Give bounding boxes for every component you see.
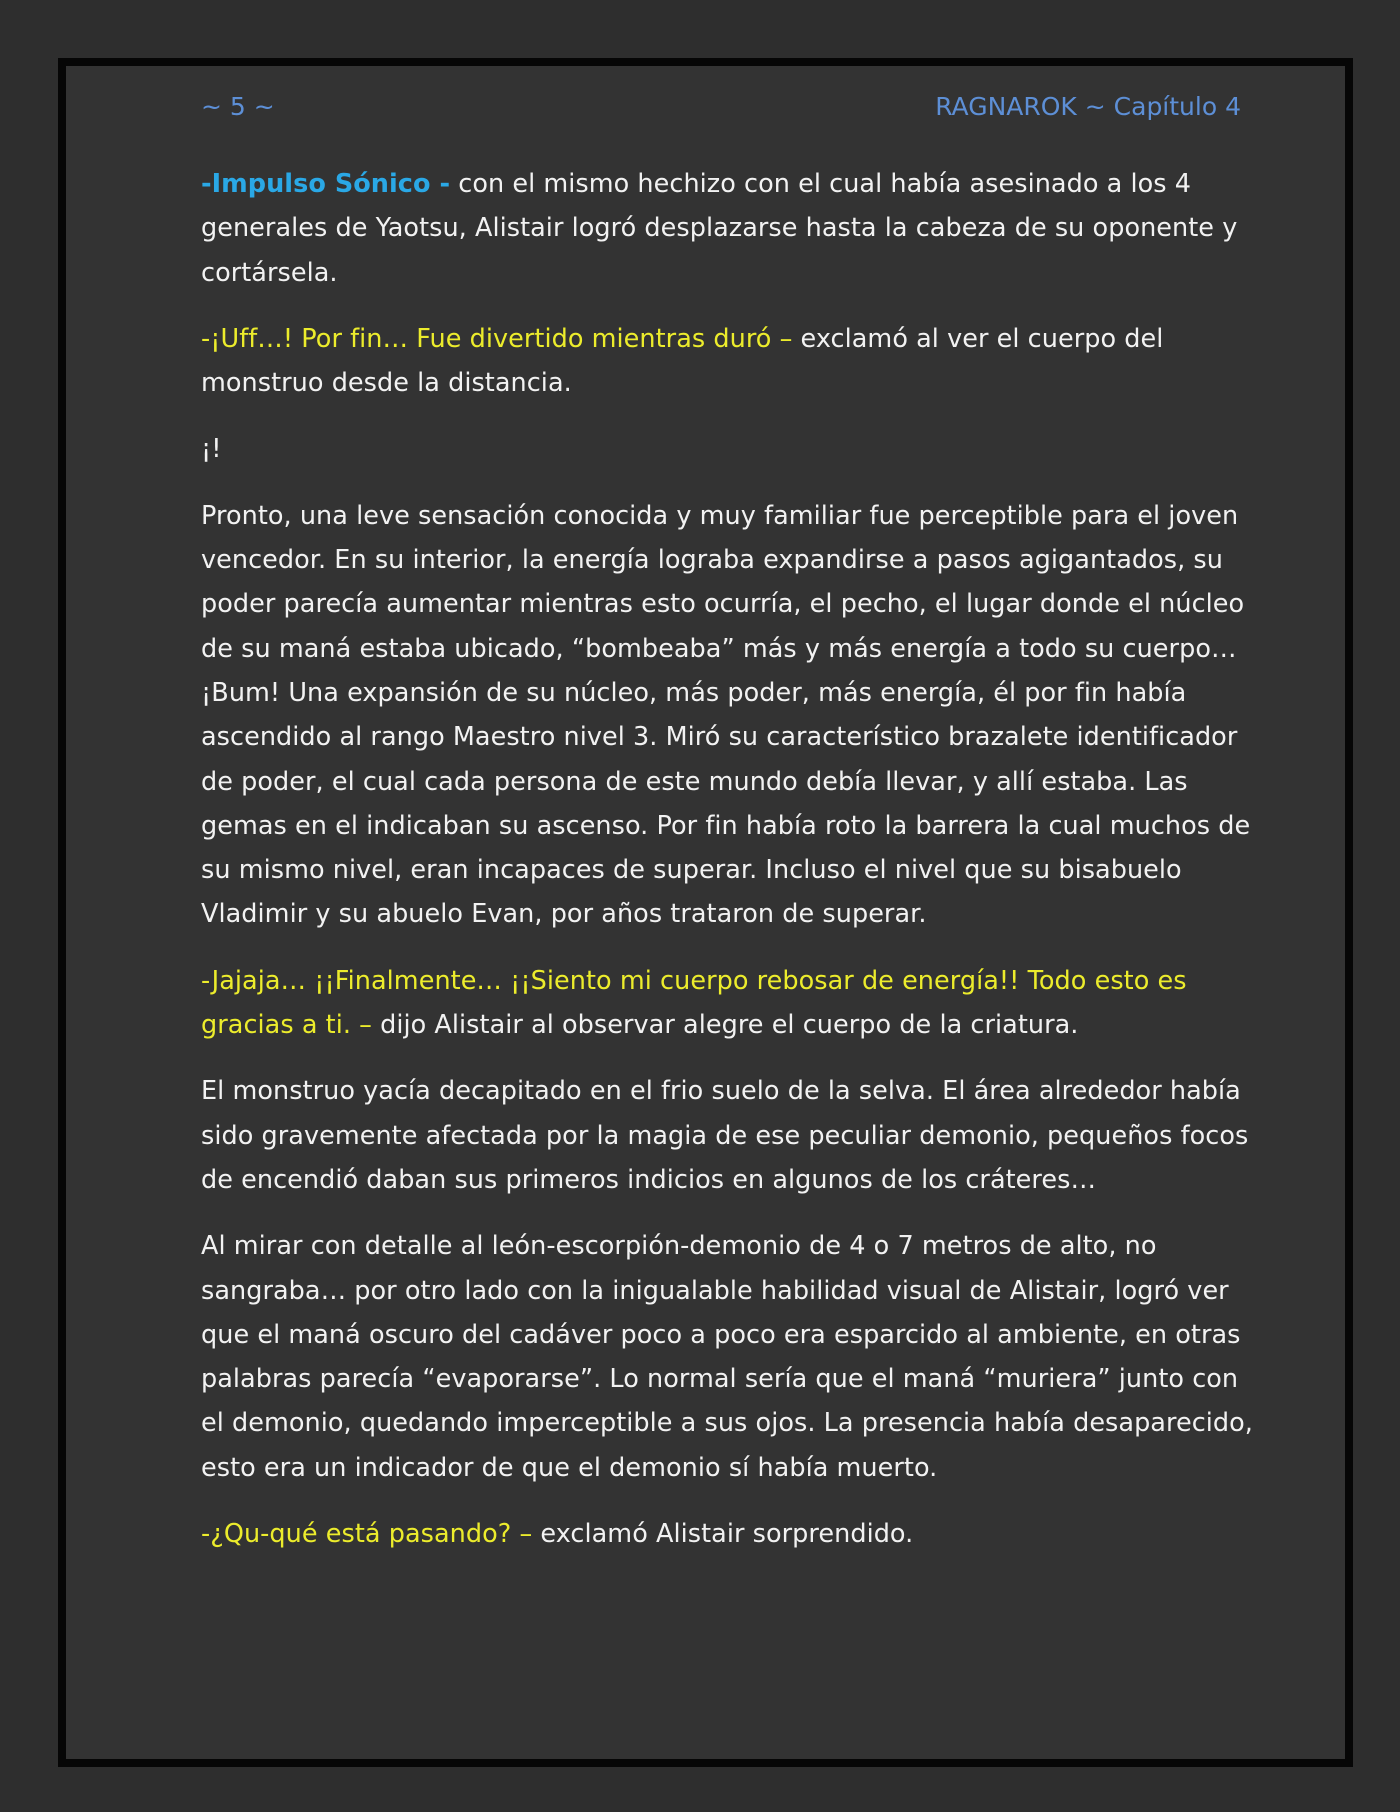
chapter-text xyxy=(201,162,1256,1578)
paragraph xyxy=(201,1069,1256,1202)
narration: con el mismo hechizo con el cual había asesinado a los 4 generales de Yaotsu, Alistair logró desplazarse hasta la cabeza de su oponente y cortársela. xyxy=(201,169,1238,288)
narration: Al mirar con detalle al león-escorpión-demonio de 4 o 7 metros de alto, no sangraba… por otro lado con la inigualable habilidad visual de Alistair, logró ver que el maná oscuro del cadáver poco a poco era esparcido al ambiente, en otras palabras parecía “evaporarse”. Lo normal sería que el maná “muriera” junto con el demonio, quedando imperceptible a sus ojos. La presencia había desaparecido, esto era un indicador de que el demonio sí había muerto. xyxy=(201,1231,1253,1483)
narration: exclamó Alistair sorprendido. xyxy=(532,1519,914,1550)
paragraph xyxy=(201,494,1256,937)
narration: exclamó al ver el cuerpo del monstruo desde la distancia. xyxy=(201,323,1164,399)
paragraph xyxy=(201,162,1256,295)
page-header xyxy=(201,88,1241,128)
running-title: RAGNAROK ~ Capítulo 4 xyxy=(935,92,1241,121)
paragraph xyxy=(201,427,1256,471)
spell-name: -Impulso Sónico - xyxy=(201,169,451,199)
narration: Pronto, una leve sensación conocida y muy familiar fue perceptible para el joven vencedor. En su interior, la energía lograba expandirse a pasos agigantados, su poder parecía aumentar mientras esto ocurría, el pecho, el lugar donde el núcleo de su maná estaba ubicado, “bombeaba” más y más energía a todo su cuerpo… ¡Bum! Una expansión de su núcleo, más poder, más energía, él por fin había ascendido al rango Maestro nivel 3. Miró su característico brazalete identificador de poder, el cual cada persona de este mundo debía llevar, y allí estaba. Las gemas en el indicaban su ascenso. Por fin había roto la barrera la cual muchos de su mismo nivel, eran incapaces de superar. Incluso el nivel que su bisabuelo Vladimir y su abuelo Evan, por años trataron de superar. xyxy=(201,500,1251,930)
page xyxy=(58,58,1353,1767)
dialogue: -¡Uff…! Por fin… Fue divertido mientras duró – xyxy=(201,323,793,354)
page-number: ~ 5 ~ xyxy=(201,92,275,121)
paragraph xyxy=(201,1512,1256,1556)
narration: ¡! xyxy=(201,434,222,465)
paragraph xyxy=(201,317,1256,406)
narration: dijo Alistair al observar alegre el cuerpo de la criatura. xyxy=(371,1010,1079,1041)
paragraph xyxy=(201,959,1256,1048)
dialogue: -Jajaja… ¡¡Finalmente… ¡¡Siento mi cuerpo rebosar de energía!! Todo esto es gracias a ti. – xyxy=(201,965,1187,1041)
dialogue: -¿Qu-qué está pasando? – xyxy=(201,1519,533,1550)
narration: El monstruo yacía decapitado en el frio suelo de la selva. El área alrededor había sido gravemente afectada por la magia de ese peculiar demonio, pequeños focos de encendió daban sus primeros indicios en algunos de los cráteres… xyxy=(201,1076,1249,1195)
paragraph xyxy=(201,1224,1256,1490)
